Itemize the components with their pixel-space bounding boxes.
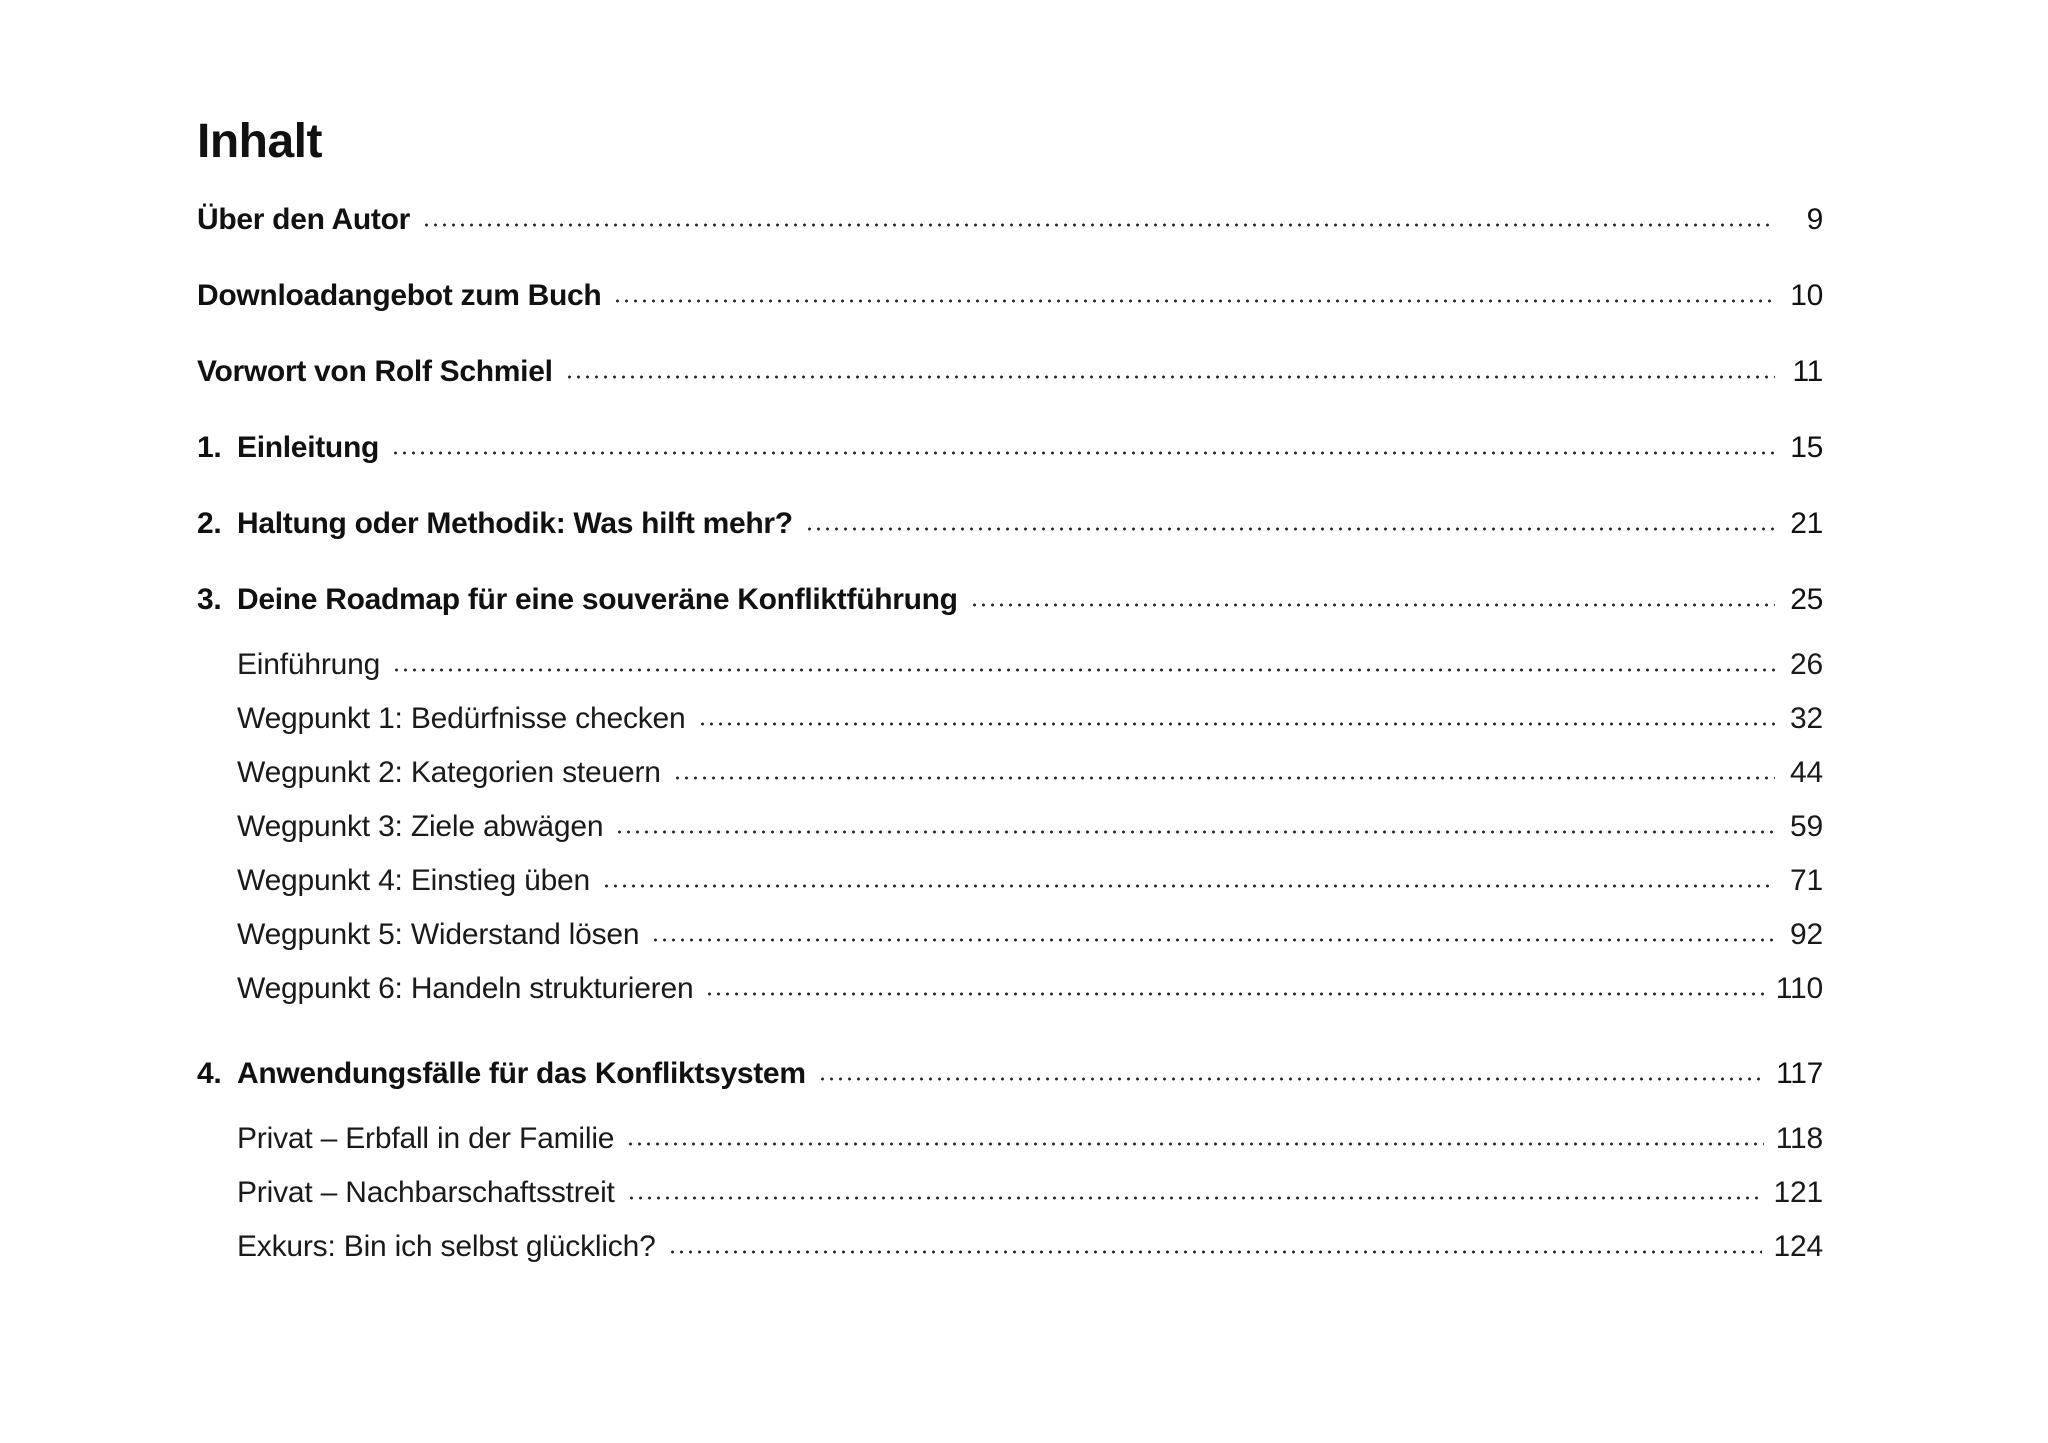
toc-page-number: 32 [1790, 702, 1823, 735]
toc-entry-label: Einführung [237, 648, 381, 681]
dot-leader [613, 299, 1775, 303]
toc-page-number: 121 [1773, 1176, 1823, 1209]
toc-entry-label: Wegpunkt 3: Ziele abwägen [237, 810, 604, 843]
page-title: Inhalt [197, 115, 322, 168]
toc-chapter-number: 2. [197, 507, 222, 540]
dot-leader [818, 1077, 1764, 1081]
dot-leader [970, 603, 1775, 607]
dot-leader [602, 884, 1775, 888]
dot-leader [422, 223, 1775, 227]
dot-leader [705, 992, 1763, 996]
toc-entry-label: Über den Autor [197, 203, 411, 236]
toc-entry[interactable] [197, 334, 1823, 410]
toc-entry[interactable] [197, 182, 1823, 258]
toc-entry-label: Downloadangebot zum Buch [197, 279, 602, 312]
toc-entry-label: Wegpunkt 1: Bedürfnisse checken [237, 702, 686, 735]
toc-page-number: 124 [1773, 1230, 1823, 1263]
toc-page-number: 15 [1790, 431, 1823, 464]
toc-entry-label: Einleitung [237, 431, 379, 464]
toc-entry[interactable] [197, 410, 1823, 486]
dot-leader [668, 1250, 1762, 1254]
toc-chapter-number: 1. [197, 431, 222, 464]
toc-entry-label: Haltung oder Methodik: Was hilft mehr? [237, 507, 793, 540]
toc-entry-label: Vorwort von Rolf Schmiel [197, 355, 553, 388]
toc-page-number: 21 [1790, 507, 1823, 540]
toc-entry[interactable] [197, 854, 1823, 908]
toc-entry[interactable] [197, 1166, 1823, 1220]
dot-leader [673, 776, 1775, 780]
dot-leader [565, 375, 1775, 379]
toc-entry-label: Privat – Nachbarschaftsstreit [237, 1176, 615, 1209]
toc-page-number: 118 [1775, 1122, 1823, 1155]
toc-chapter-number: 4. [197, 1057, 222, 1090]
dot-leader [805, 527, 1775, 531]
toc-page-number: 59 [1790, 810, 1823, 843]
toc-entry[interactable] [197, 962, 1823, 1016]
toc-page-number: 117 [1776, 1057, 1823, 1090]
toc-page-number: 10 [1790, 279, 1823, 312]
dot-leader [615, 830, 1775, 834]
toc-entry-label: Wegpunkt 6: Handeln strukturieren [237, 972, 694, 1005]
toc-page-number: 26 [1790, 648, 1823, 681]
toc-entry-label: Privat – Erbfall in der Familie [237, 1122, 615, 1155]
toc-entry[interactable] [197, 1112, 1823, 1166]
toc-entry[interactable] [197, 908, 1823, 962]
toc-page-number: 25 [1790, 583, 1823, 616]
toc-page-number: 71 [1790, 864, 1823, 897]
toc-entry[interactable] [197, 692, 1823, 746]
toc-entry[interactable] [197, 1220, 1823, 1274]
dot-leader [698, 722, 1775, 726]
toc-page-number: 11 [1792, 355, 1823, 388]
table-of-contents [197, 182, 1823, 1274]
toc-page-number: 92 [1790, 918, 1823, 951]
spacer [197, 166, 1823, 182]
toc-page-number: 110 [1775, 972, 1823, 1005]
dot-leader [626, 1142, 1763, 1146]
dot-leader [391, 451, 1775, 455]
toc-entry-label: Exkurs: Bin ich selbst glücklich? [237, 1230, 656, 1263]
toc-entry[interactable] [197, 486, 1823, 562]
toc-chapter-number: 3. [197, 583, 222, 616]
dot-leader [651, 938, 1775, 942]
toc-entry-label: Wegpunkt 2: Kategorien steuern [237, 756, 661, 789]
toc-entry[interactable] [197, 1036, 1823, 1112]
toc-entry-label: Anwendungsfälle für das Konfliktsystem [237, 1057, 806, 1090]
toc-entry[interactable] [197, 562, 1823, 638]
toc-entry-label: Wegpunkt 4: Einstieg üben [237, 864, 591, 897]
toc-entry-label: Wegpunkt 5: Widerstand lösen [237, 918, 640, 951]
document-page [197, 115, 1823, 1274]
toc-page-number: 9 [1806, 203, 1823, 236]
toc-entry[interactable] [197, 746, 1823, 800]
toc-entry-label: Deine Roadmap für eine souveräne Konfliktführung [237, 583, 958, 616]
dot-leader [392, 668, 1775, 672]
toc-entry[interactable] [197, 258, 1823, 334]
toc-entry[interactable] [197, 638, 1823, 692]
toc-entry[interactable] [197, 800, 1823, 854]
toc-page-number: 44 [1790, 756, 1823, 789]
dot-leader [627, 1196, 1762, 1200]
